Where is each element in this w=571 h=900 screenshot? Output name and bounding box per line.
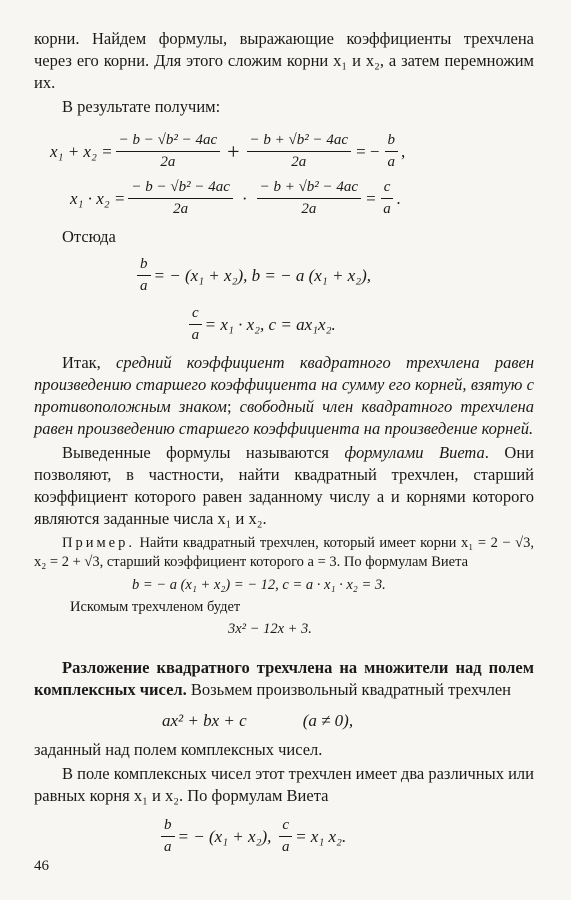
paragraph-vieta	[34, 442, 534, 530]
eq-product-lhs: x₁ · x₂ =	[70, 188, 126, 208]
paragraph-field: заданный над полем комплексных чисел.	[34, 740, 323, 759]
equation-product	[70, 179, 534, 218]
paragraph-roots: В поле комплексных чисел этот трехчлен имеет два различных или равных корня x₁ и x₂. По формулам Виета	[34, 764, 534, 805]
fraction-denominator: a	[281, 839, 290, 855]
vieta-lead: Выведенные формулы называются	[62, 443, 345, 462]
fraction-numerator: b	[385, 132, 399, 152]
example-paragraph	[34, 534, 534, 572]
vieta-final-mid: = − (x₁ + x₂),	[177, 826, 272, 846]
fraction-denominator: 2a	[301, 201, 317, 217]
fraction	[381, 179, 394, 218]
operator: ·	[241, 188, 248, 208]
vieta-term: формулами Виета	[344, 443, 485, 462]
fraction	[257, 179, 362, 218]
eq-c-rest: = x₁ · x₂, c = ax₁x₂.	[204, 314, 336, 334]
fraction-denominator: a	[164, 839, 172, 855]
paragraph-hence: Отсюда	[62, 227, 116, 246]
fraction-denominator: 2a	[173, 201, 189, 217]
vieta-final-end: = x₁ x₂.	[295, 826, 347, 846]
fraction-numerator: − b + √b² − 4ac	[247, 132, 352, 152]
paragraph-intro: корни. Найдем формулы, выражающие коэффициенты трехчлена через его корни. Для этого сложим корни x₁ и x₂, а затем перемножим их.	[34, 29, 534, 92]
page-number: 46	[34, 858, 49, 874]
equation-sum	[50, 132, 534, 171]
conclusion-italic: средний коэффициент квадратного трехчлена равен произведению старшего коэффициента на сумму его корней, взятую с противоположным знаком	[34, 353, 534, 416]
fraction-denominator: 2a	[160, 154, 176, 170]
fraction	[385, 132, 399, 171]
example-result-label: Искомым трехчленом будет	[70, 599, 241, 615]
fraction	[161, 817, 175, 856]
section-heading: Разложение квадратного трехчлена на множители над полем комплексных чисел.	[34, 658, 534, 699]
fraction-denominator: a	[383, 201, 391, 217]
fraction-numerator: − b − √b² − 4ac	[116, 132, 221, 152]
equals: =	[366, 188, 376, 208]
trinomial-condition: (a ≠ 0),	[302, 711, 354, 730]
punct: ,	[401, 141, 406, 161]
paragraph-result: В результате получим:	[62, 97, 221, 116]
fraction-denominator: 2a	[291, 154, 307, 170]
example-text: Найти квадратный трехчлен, который имеет корни x₁ = 2 − √3, x₂ = 2 + √3, старший коэффициент которого a = 3. По формулам Виета	[34, 535, 535, 570]
conclusion-italic-2: свободный член квадратного трехчлена равен произведению старшего коэффициента на произведение корней.	[34, 397, 534, 438]
fraction	[189, 305, 202, 344]
equation-vieta-final	[158, 817, 534, 856]
fraction-numerator: − b + √b² − 4ac	[257, 179, 362, 199]
vieta-rest: . Они позволяют, в частности, найти квадратный трехчлен, старший коэффициент которого равен заданному числу a и корнями которого являются заданные числа x₁ и x₂.	[34, 443, 534, 528]
page-content	[34, 28, 534, 856]
paragraph-conclusion	[34, 352, 534, 440]
fraction	[279, 817, 292, 856]
paragraph-factorization	[34, 657, 534, 701]
factorization-rest: Возьмем произвольный квадратный трехчлен	[186, 680, 511, 699]
equals: = −	[356, 141, 380, 161]
equation-trinomial	[162, 711, 534, 731]
fraction-denominator: a	[387, 154, 395, 170]
fraction	[247, 132, 352, 171]
equation-b	[134, 256, 534, 295]
fraction-denominator: a	[140, 278, 148, 294]
fraction-numerator: c	[279, 817, 292, 837]
fraction	[137, 256, 151, 295]
operator: +	[227, 138, 240, 164]
fraction-numerator: b	[161, 817, 175, 837]
fraction	[128, 179, 233, 218]
punct: .	[396, 188, 401, 208]
fraction-numerator: c	[189, 305, 202, 325]
example-equation: b = − a (x₁ + x₂) = − 12, c = a · x₁ · x₂ = 3.	[132, 577, 386, 593]
fraction-numerator: b	[137, 256, 151, 276]
eq-b-rest: = − (x₁ + x₂), b = − a (x₁ + x₂),	[153, 265, 372, 285]
fraction-denominator: a	[191, 327, 200, 343]
trinomial-expr: ax² + bx + c	[162, 711, 247, 730]
fraction-numerator: − b − √b² − 4ac	[128, 179, 233, 199]
fraction	[116, 132, 221, 171]
example-label: Пример.	[62, 535, 135, 551]
conclusion-lead: Итак,	[62, 353, 117, 372]
equation-c	[186, 305, 534, 344]
example-result: 3x² − 12x + 3.	[228, 621, 312, 637]
eq-sum-lhs: x₁ + x₂ =	[50, 141, 113, 161]
conclusion-sep: ;	[226, 397, 240, 416]
fraction-numerator: c	[381, 179, 394, 199]
